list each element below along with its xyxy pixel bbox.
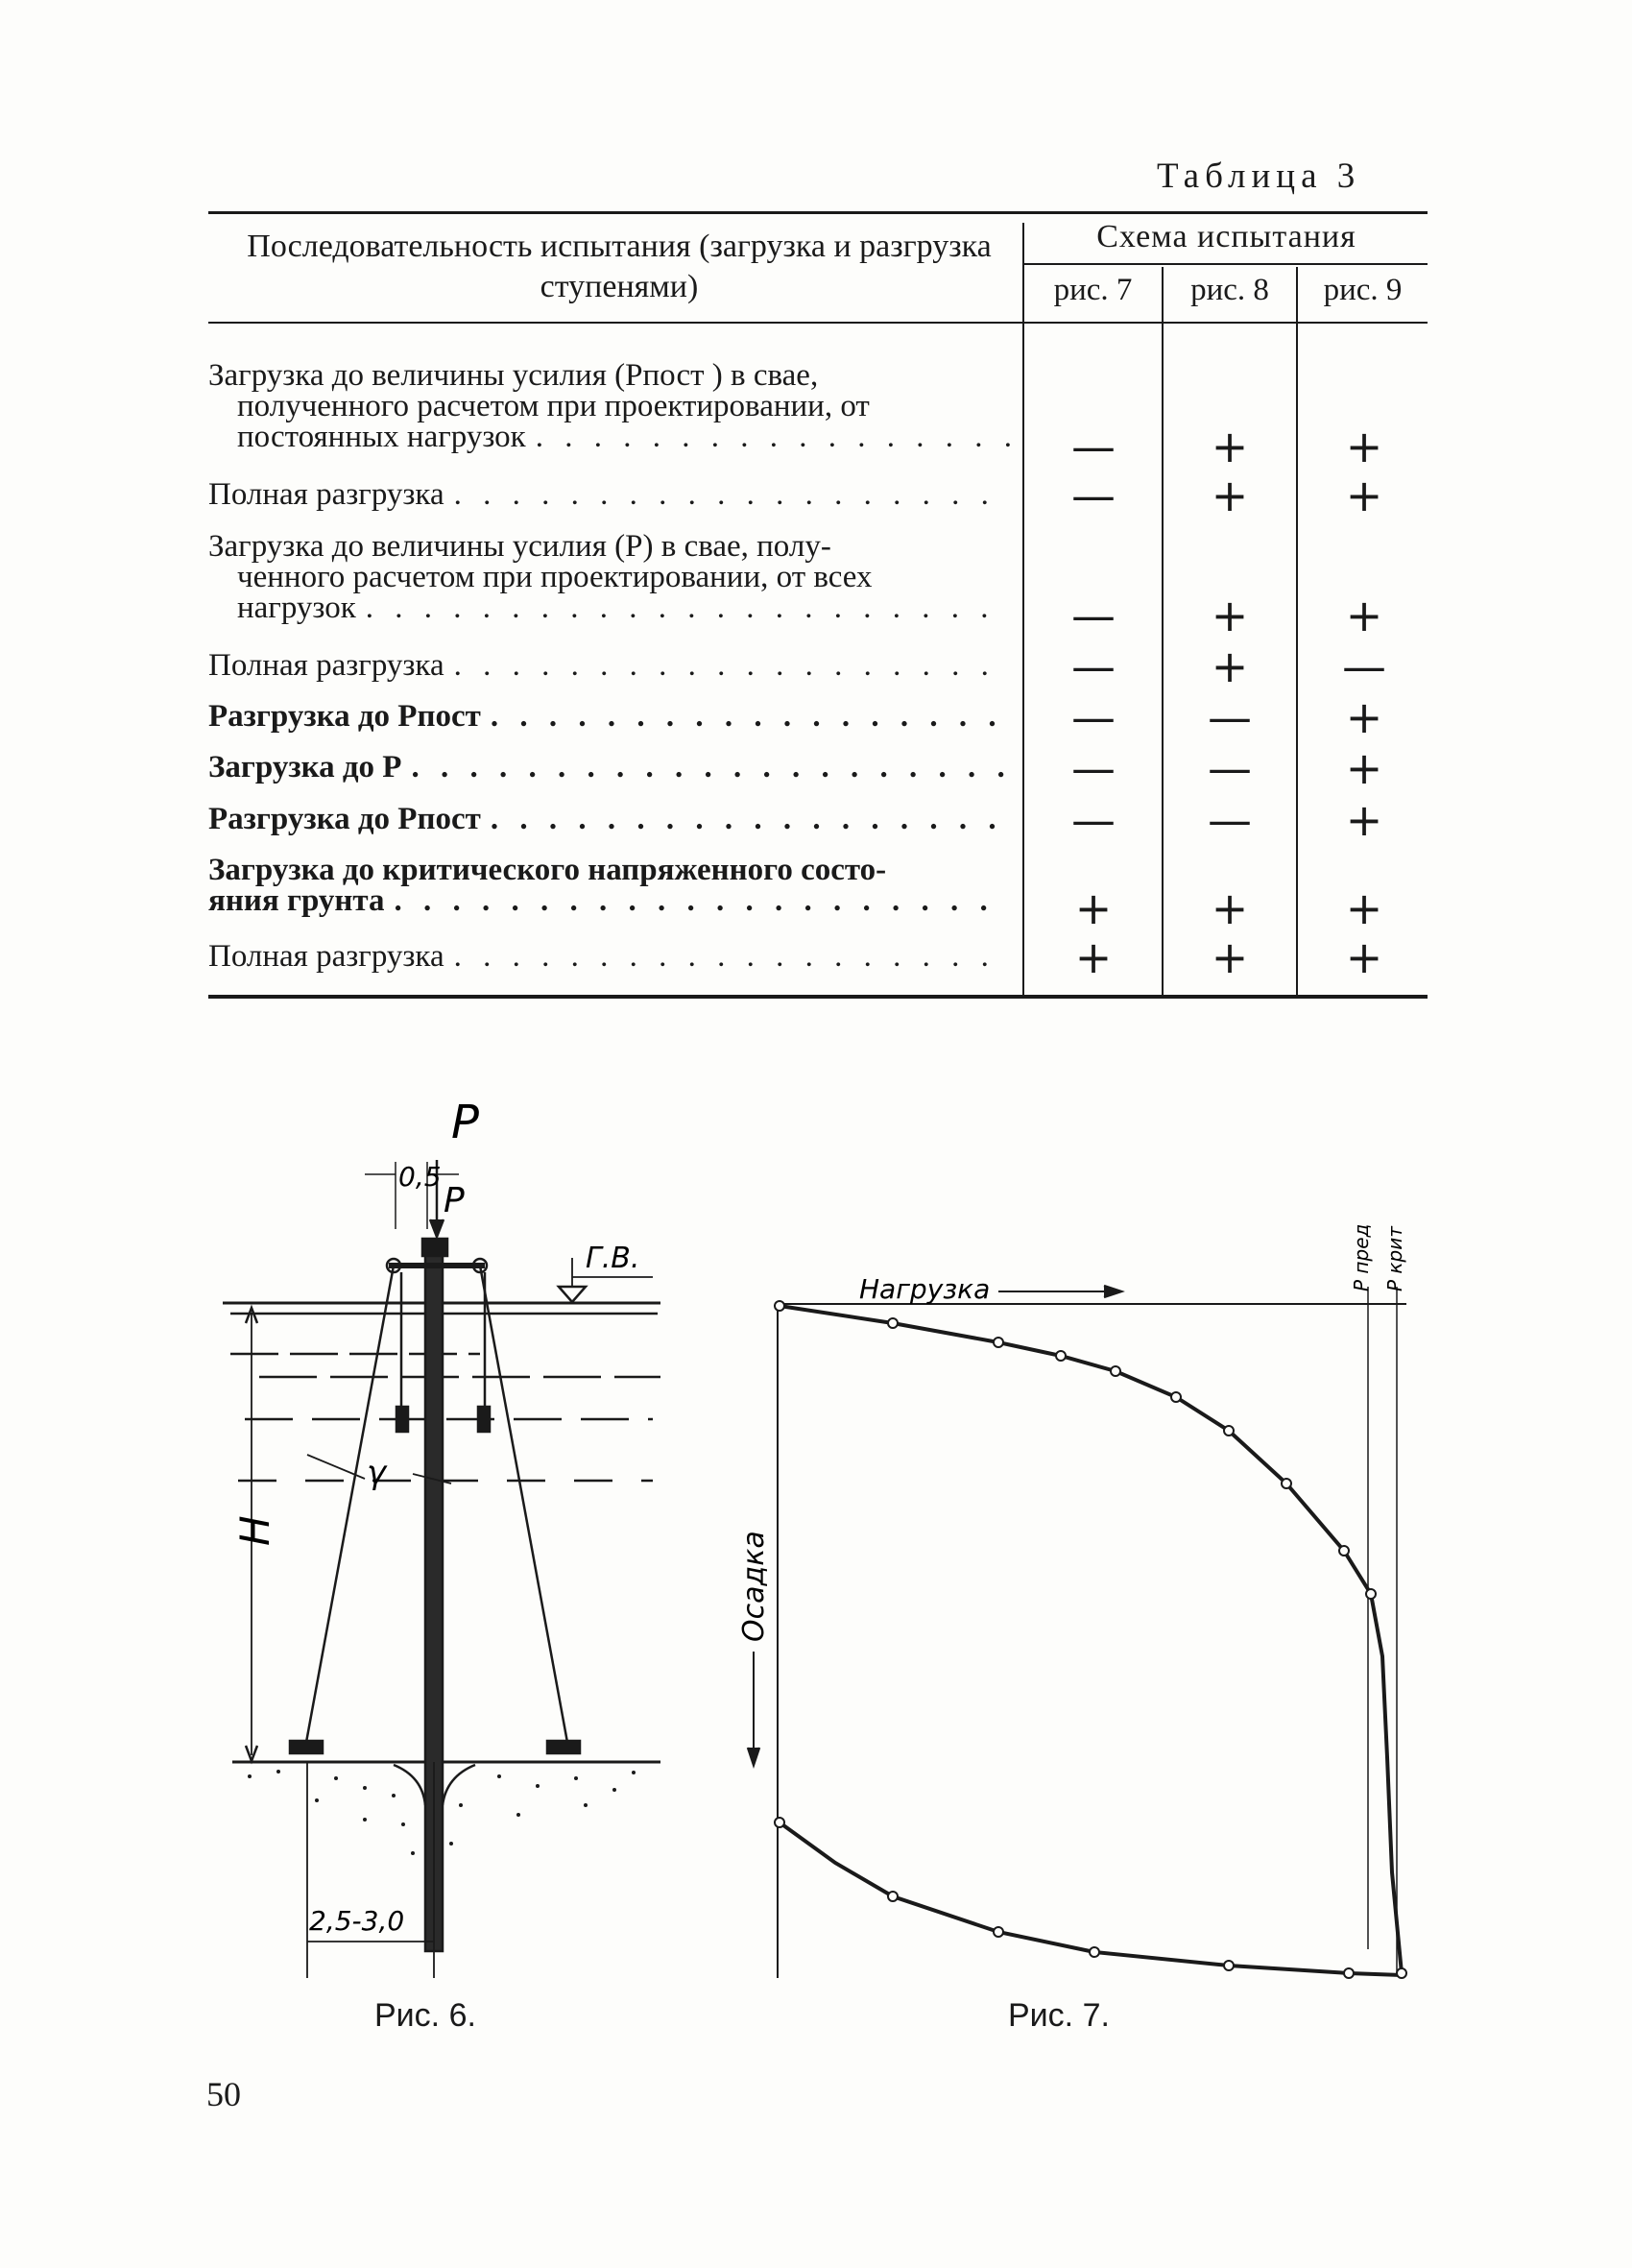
- mark: +: [1345, 742, 1383, 794]
- label-H: H: [231, 1515, 278, 1546]
- row-label: Полная разгрузка . . .: [208, 941, 1010, 972]
- figure7-caption: Рис. 7.: [1008, 1997, 1110, 2034]
- mark: +: [1345, 421, 1383, 472]
- mark: +: [1211, 421, 1249, 472]
- mark: +: [1074, 882, 1113, 934]
- mark: +: [1211, 931, 1249, 983]
- label-settlement: Осадка: [737, 1531, 771, 1642]
- label-distance: 2,5-3,0: [309, 1905, 405, 1937]
- table-caption: Таблица 3: [1157, 157, 1361, 196]
- mark: —: [1208, 691, 1252, 743]
- mark: —: [1208, 794, 1252, 846]
- mark: +: [1345, 931, 1383, 983]
- row-label: Загрузка до величины усилия (Рпост ) в свае, полученного расчетом при проектировании, от постоянных нагрузок . . .: [208, 360, 1010, 452]
- mark: —: [1071, 470, 1116, 521]
- label-P: P: [444, 1181, 465, 1220]
- mark: —: [1071, 742, 1116, 794]
- loading-curve: [780, 1306, 1402, 1973]
- label-water-level: Г.В.: [586, 1242, 640, 1275]
- label-P-top: P: [451, 1096, 479, 1149]
- mark: —: [1071, 691, 1116, 743]
- row-label: Загрузка до величины усилия (Р) в свае, полу- ченного расчетом при проектировании, от всех нагрузок . . .: [208, 531, 1010, 623]
- mark: —: [1071, 421, 1116, 472]
- header-col-fig7: рис. 7: [1053, 273, 1133, 307]
- mark: +: [1345, 882, 1383, 934]
- header-col-fig8: рис. 8: [1190, 273, 1269, 307]
- header-sequence: Последовательность испытания (загрузка и разгрузка ступенями): [247, 229, 992, 304]
- mark: +: [1345, 691, 1383, 743]
- row-label: Загрузка до критического напряженного состо- яния грунта . . .: [208, 855, 1010, 916]
- mark: +: [1074, 931, 1113, 983]
- mark: —: [1071, 590, 1116, 641]
- load-arrow-head: [1104, 1286, 1121, 1297]
- mark: +: [1211, 470, 1249, 521]
- mark: —: [1208, 742, 1252, 794]
- mark: —: [1071, 794, 1116, 846]
- mark: +: [1345, 794, 1383, 846]
- label-p-pred: P пред: [1350, 1223, 1373, 1291]
- page-number: 50: [206, 2075, 241, 2113]
- mark: +: [1345, 470, 1383, 521]
- row-label: Загрузка до Р . . .: [208, 752, 1010, 783]
- label-load: Нагрузка: [859, 1273, 991, 1305]
- mark: —: [1071, 640, 1116, 692]
- header-schema: Схема испытания: [1096, 219, 1356, 254]
- label-p-krit: P крит: [1383, 1226, 1406, 1291]
- row-label: Полная разгрузка . . .: [208, 479, 1010, 510]
- row-label: Полная разгрузка . . .: [208, 650, 1010, 681]
- row-label: Разгрузка до Рпост . . .: [208, 804, 1010, 834]
- curve-points: [775, 1301, 1406, 1978]
- mark: +: [1211, 590, 1249, 641]
- label-offset: 0,5: [398, 1161, 442, 1193]
- figure6-caption: Рис. 6.: [374, 1997, 476, 2034]
- label-gamma: γ: [367, 1454, 387, 1492]
- header-col-fig9: рис. 9: [1323, 273, 1403, 307]
- row-label: Разгрузка до Рпост . . .: [208, 701, 1010, 732]
- mark: —: [1342, 640, 1386, 692]
- mark: +: [1345, 590, 1383, 641]
- mark: +: [1211, 640, 1249, 692]
- mark: +: [1211, 882, 1249, 934]
- settlement-arrow-head: [748, 1748, 759, 1765]
